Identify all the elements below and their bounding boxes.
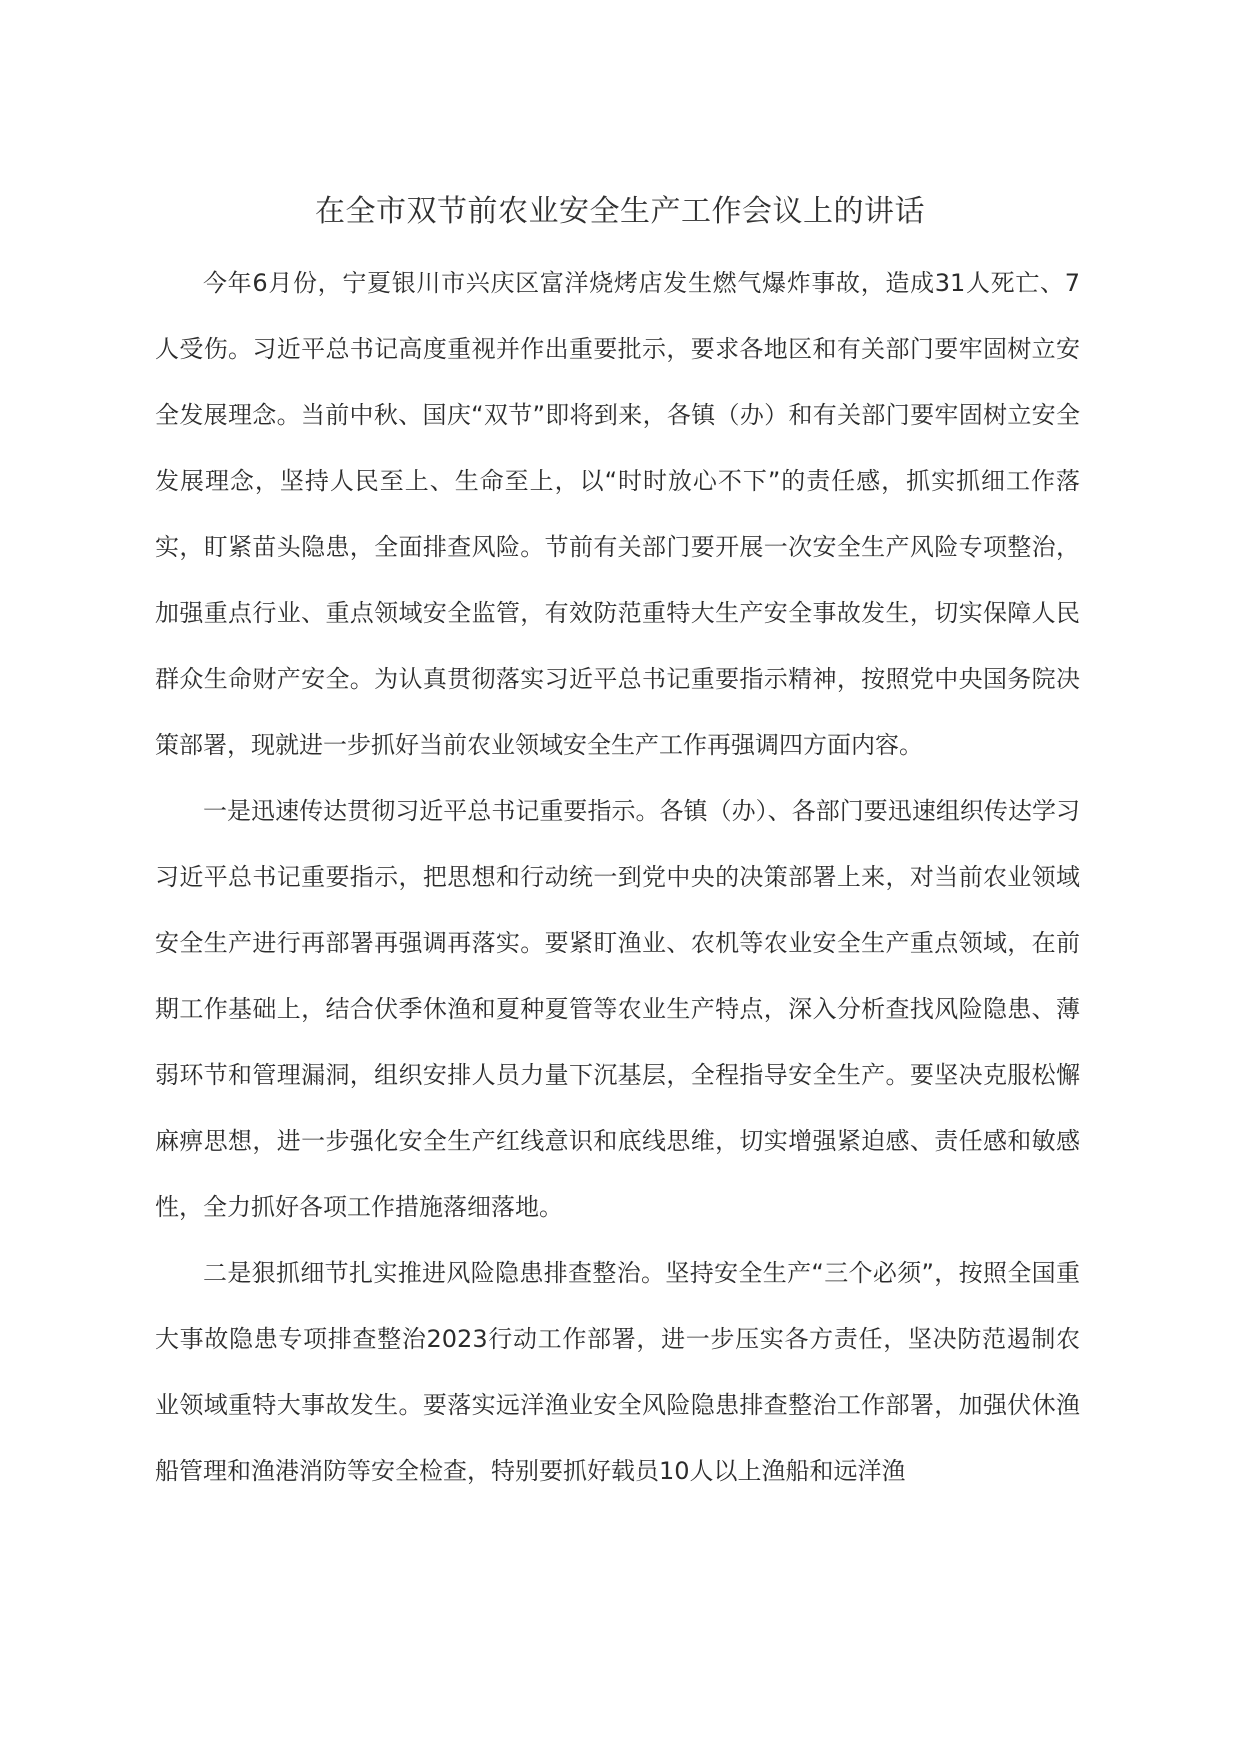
- document-title: 在全市双节前农业安全生产工作会议上的讲话: [315, 194, 925, 229]
- paragraph-point-one: 一是迅速传达贯彻习近平总书记重要指示。各镇（办）、各部门要迅速组织传达学习习近平总书记重要指示，把思想和行动统一到党中央的决策部署上来，对当前农业领域安全生产进行再部署再强调再落实。要紧盯渔业、农机等农业安全生产重点领域，在前期工作基础上，结合伏季休渔和夏种夏管等农业生产特点，深入分析查找风险隐患、薄弱环节和管理漏洞，组织安排人员力量下沉基层，全程指导安全生产。要坚决克服松懈麻痹思想，进一步强化安全生产红线意识和底线思维，切实增强紧迫感、责任感和敏感性，全力抓好各项工作措施落细落地。: [155, 797, 1080, 1221]
- paragraph-point-two: 二是狠抓细节扎实推进风险隐患排查整治。坚持安全生产“三个必须”，按照全国重大事故隐患专项排查整治2023行动工作部署，进一步压实各方责任，坚决防范遏制农业领域重特大事故发生。要落实远洋渔业安全风险隐患排查整治工作部署，加强伏休渔船管理和渔港消防等安全检查，特别要抓好载员10人以上渔船和远洋渔: [155, 1259, 1080, 1485]
- paragraph-intro: 今年6月份，宁夏银川市兴庆区富洋烧烤店发生燃气爆炸事故，造成31人死亡、7人受伤。习近平总书记高度重视并作出重要批示，要求各地区和有关部门要牢固树立安全发展理念。当前中秋、国庆“双节”即将到来，各镇（办）和有关部门要牢固树立安全发展理念，坚持人民至上、生命至上，以“时时放心不下”的责任感，抓实抓细工作落实，盯紧苗头隐患，全面排查风险。节前有关部门要开展一次安全生产风险专项整治，加强重点行业、重点领域安全监管，有效防范重特大生产安全事故发生，切实保障人民群众生命财产安全。为认真贯彻落实习近平总书记重要指示精神，按照党中央国务院决策部署，现就进一步抓好当前农业领域安全生产工作再强调四方面内容。: [155, 269, 1080, 759]
- document-body: [155, 250, 1080, 1504]
